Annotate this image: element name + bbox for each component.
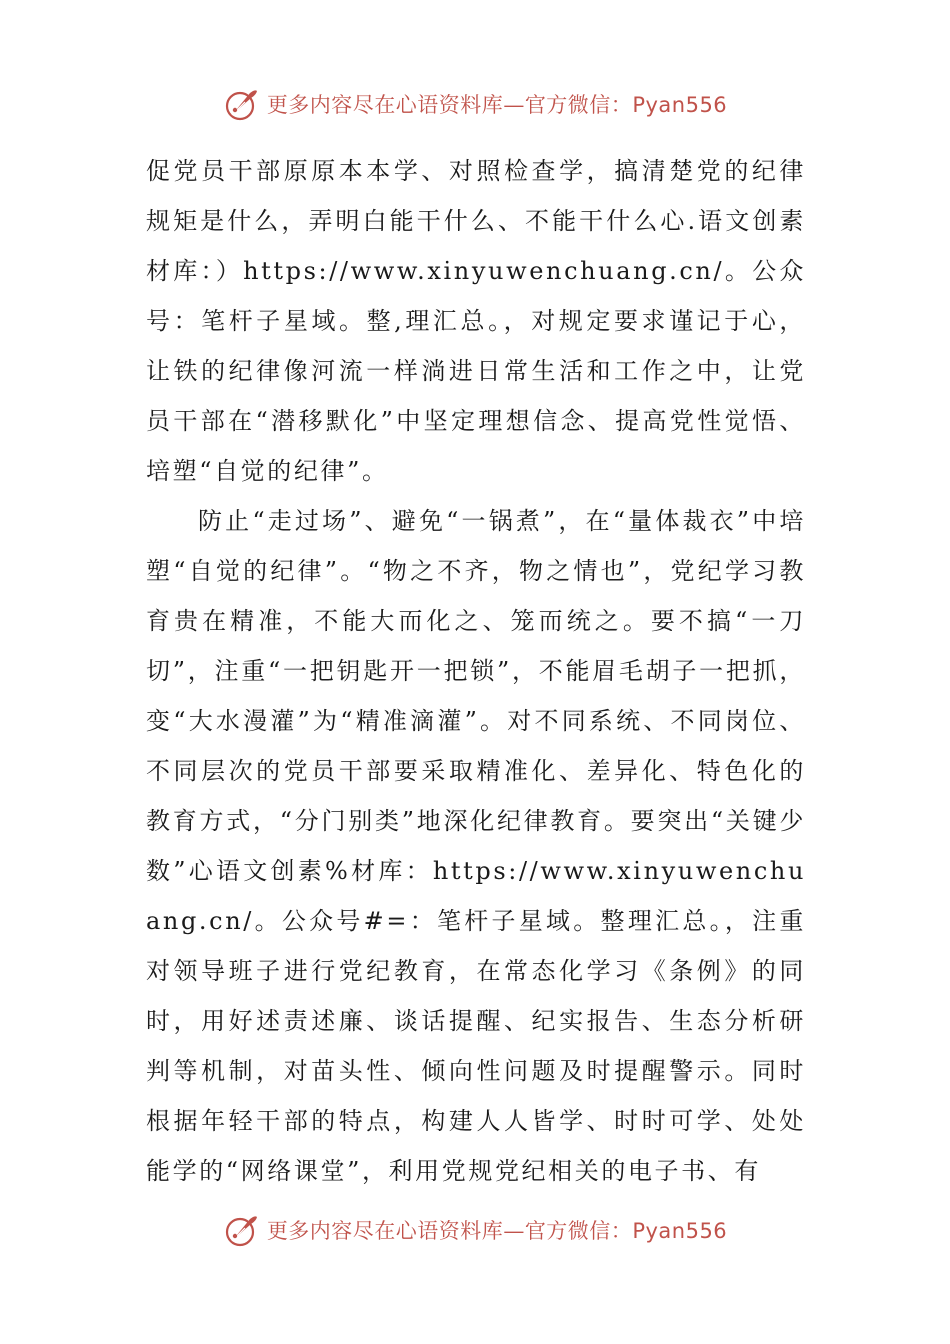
quill-pen-circle-icon bbox=[223, 85, 261, 123]
paragraph-1: 促党员干部原原本本学、对照检查学，搞清楚党的纪律规矩是什么，弄明白能干什么、不能干什么心.语文创素材库：）https://www.xinyuwenchuang.cn/。公众号：笔杆子星域。整,理汇总。，对规定要求谨记于心，让铁的纪律像河流一样淌进日常生活和工作之中，让党员干部在“潜移默化”中坚定理想信念、提高党性觉悟、培塑“自觉的纪律”。 bbox=[146, 157, 806, 485]
document-body bbox=[146, 146, 806, 1196]
header-wechat-label: 官方微信： bbox=[524, 93, 633, 117]
paragraph-2: 防止“走过场”、避免“一锅煮”，在“量体裁衣”中培塑“自觉的纪律”。“物之不齐，物之情也”，党纪学习教育贵在精准，不能大而化之、笼而统之。要不搞“一刀切”，注重“一把钥匙开一把锁”，不能眉毛胡子一把抓，变“大水漫灌”为“精准滴灌”。对不同系统、不同岗位、不同层次的党员干部要采取精准化、差异化、特色化的教育方式，“分门别类”地深化纪律教育。要突出“关键少数”心语文创素%材库：https://www.xinyuwenchuang.cn/。公众号#=：笔杆子星域。整理汇总。，注重对领导班子进行党纪教育，在常态化学习《条例》的同时，用好述责述廉、谈话提醒、纪实报告、生态分析研判等机制，对苗头性、倾向性问题及时提醒警示。同时根据年轻干部的特点，构建人人皆学、时时可学、处处能学的“网络课堂”，利用党规党纪相关的电子书、有 bbox=[146, 507, 806, 1185]
footer-brand: 更多内容尽在心语资料库 bbox=[266, 1219, 504, 1243]
header-banner bbox=[0, 82, 950, 126]
quill-pen-circle-icon bbox=[223, 1211, 261, 1249]
header-banner-text bbox=[267, 89, 727, 119]
header-wechat-id: Pyan556 bbox=[632, 93, 728, 117]
header-dash: — bbox=[503, 93, 525, 117]
footer-banner-text bbox=[267, 1215, 727, 1245]
footer-wechat-id: Pyan556 bbox=[632, 1219, 728, 1243]
footer-banner bbox=[0, 1208, 950, 1252]
footer-dash: — bbox=[503, 1219, 525, 1243]
footer-wechat-label: 官方微信： bbox=[524, 1219, 633, 1243]
header-brand: 更多内容尽在心语资料库 bbox=[266, 93, 504, 117]
